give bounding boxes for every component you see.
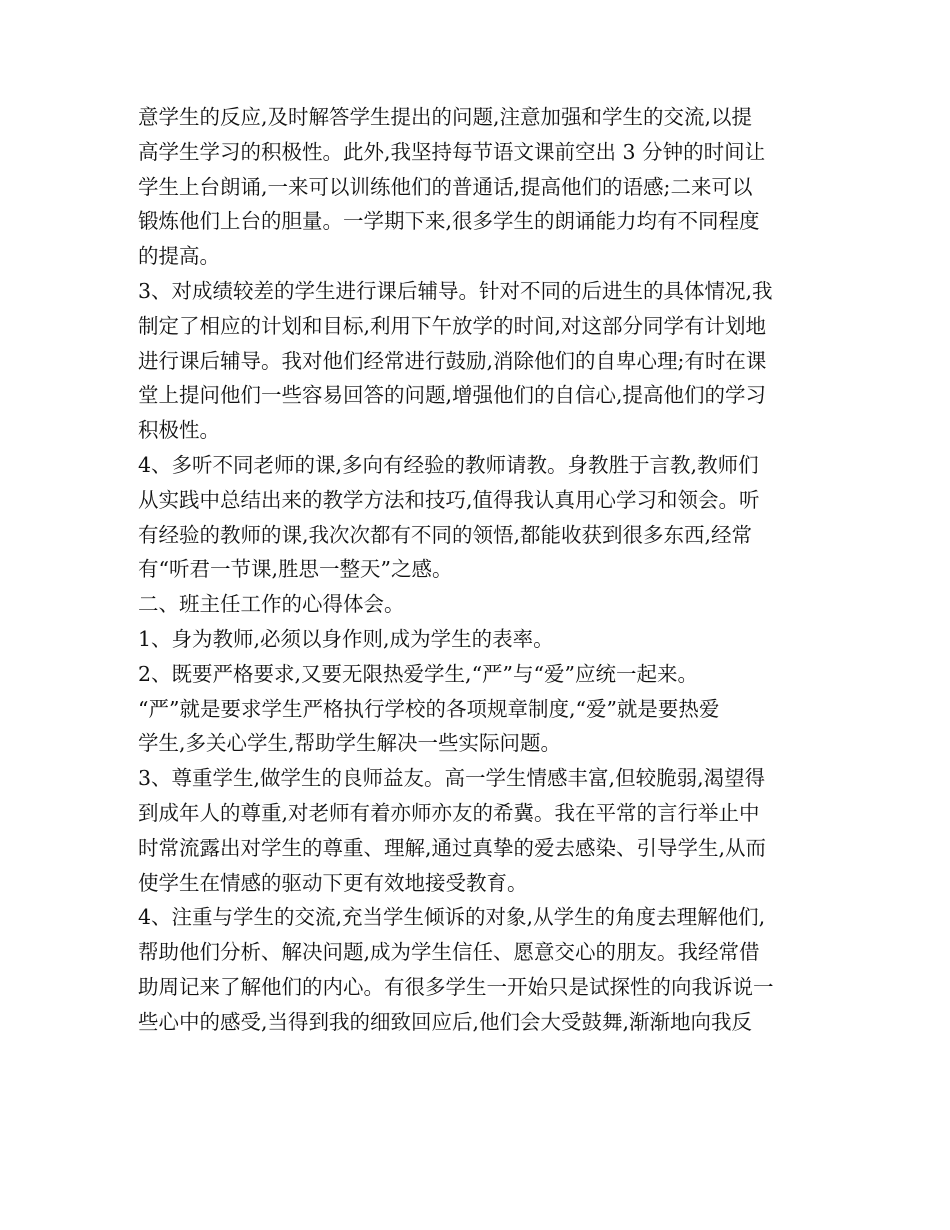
text-line: 2、既要严格要求,又要无限热爱学生,“严”与“爱”应统一起来。 — [138, 661, 698, 686]
paragraph — [138, 900, 814, 1039]
paragraph — [138, 448, 814, 587]
paragraph — [138, 622, 814, 657]
text-line: 帮助他们分析、解决问题,成为学生信任、愿意交心的朋友。我经常借 — [138, 940, 760, 965]
text-line: 锻炼他们上台的胆量。一学期下来,很多学生的朗诵能力均有不同程度 — [138, 209, 760, 234]
paragraph — [138, 100, 814, 274]
text-line: 从实践中总结出来的教学方法和技巧,值得我认真用心学习和领会。听 — [138, 487, 760, 512]
text-line: 积极性。 — [138, 418, 220, 443]
text-line: 3、尊重学生,做学生的良师益友。高一学生情感丰富,但较脆弱,渴望得 — [138, 766, 766, 791]
document-page — [138, 100, 814, 1040]
text-line: 4、多听不同老师的课,多向有经验的教师请教。身教胜于言教,教师们 — [138, 452, 759, 477]
document-body — [138, 100, 814, 1040]
paragraph — [138, 761, 814, 900]
text-line: 制定了相应的计划和目标,利用下午放学的时间,对这部分同学有计划地 — [138, 313, 767, 338]
text-line: 有“听君一节课,胜思一整天”之感。 — [138, 557, 453, 582]
text-line: “严”就是要求学生严格执行学校的各项规章制度,“爱”就是要热爱 — [138, 696, 720, 721]
text-line: 二、班主任工作的心得体会。 — [138, 592, 405, 617]
text-line: 到成年人的尊重,对老师有着亦师亦友的希冀。我在平常的言行举止中 — [138, 800, 760, 825]
text-line: 高学生学习的积极性。此外,我坚持每节语文课前空出 3 分钟的时间让 — [138, 139, 766, 164]
text-line: 堂上提问他们一些容易回答的问题,增强他们的自信心,提高他们的学习 — [138, 383, 767, 408]
paragraph — [138, 274, 814, 448]
paragraph — [138, 657, 814, 761]
text-line: 的提高。 — [138, 244, 220, 269]
text-line: 学生上台朗诵,一来可以训练他们的普通话,提高他们的语感;二来可以 — [138, 174, 753, 199]
text-line: 4、注重与学生的交流,充当学生倾诉的对象,从学生的角度去理解他们, — [138, 905, 766, 930]
text-line: 时常流露出对学生的尊重、理解,通过真挚的爱去感染、引导学生,从而 — [138, 835, 767, 860]
paragraph — [138, 587, 814, 622]
text-line: 学生,多关心学生,帮助学生解决一些实际问题。 — [138, 731, 562, 756]
text-line: 有经验的教师的课,我次次都有不同的领悟,都能收获到很多东西,经常 — [138, 522, 753, 547]
text-line: 助周记来了解他们的内心。有很多学生一开始只是试探性的向我诉说一 — [138, 974, 774, 999]
text-line: 些心中的感受,当得到我的细致回应后,他们会大受鼓舞,渐渐地向我反 — [138, 1009, 753, 1034]
text-line: 使学生在情感的驱动下更有效地接受教育。 — [138, 870, 528, 895]
text-line: 3、对成绩较差的学生进行课后辅导。针对不同的后进生的具体情况,我 — [138, 278, 773, 303]
text-line: 意学生的反应,及时解答学生提出的问题,注意加强和学生的交流,以提 — [138, 105, 753, 129]
text-line: 1、身为教师,必须以身作则,成为学生的表率。 — [138, 626, 554, 651]
text-line: 进行课后辅导。我对他们经常进行鼓励,消除他们的自卑心理;有时在课 — [138, 348, 767, 373]
